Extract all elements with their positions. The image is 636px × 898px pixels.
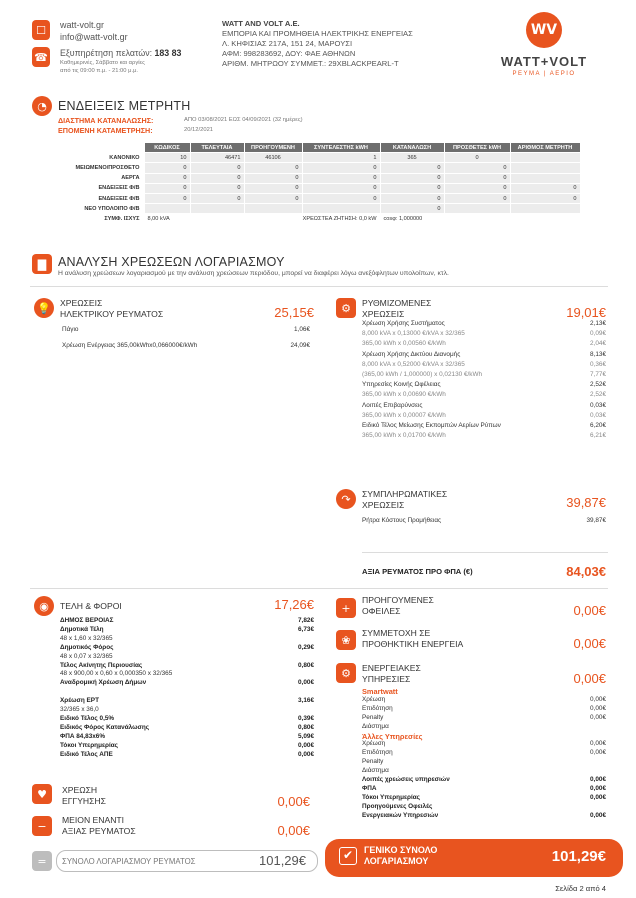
checkmark-icon: ✔	[339, 847, 357, 865]
col-extra: ΠΡΟΣΘΕΤΕΣ kWH	[444, 143, 510, 153]
minus-amount: 0,00€	[277, 823, 310, 838]
list-item: (365,00 kWh / 1,000000) x 0,02130 €/kWh 7,77€	[362, 371, 606, 378]
list-item: Penalty	[362, 758, 384, 766]
grand-total-label: ΓΕΝΙΚΟ ΣΥΝΟΛΟ ΛΟΓΑΡΙΑΣΜΟΥ	[364, 845, 438, 866]
renewable-title: ΣΥΜΜΕΤΟΧΗ ΣΕ ΠΡΟΘΗΚΤΙΚΗ ΕΝΕΡΓΕΙΑ	[362, 628, 464, 649]
col-factor: ΣΥΝΤΕΛΕΣΤΗΣ kWH	[302, 143, 380, 153]
list-item: Υπηρεσίες Κοινής Ωφέλειας 2,52€	[362, 381, 606, 389]
list-item: Τέλος Ακίνητης Περιουσίας 0,80€	[60, 661, 314, 669]
page-number: Σελίδα 2 από 4	[555, 884, 606, 893]
table-row: ΜΕΙΩΜΕΝΟ/ΠΡΟΣΘΕΤΟ 0 0 0 0 0 0	[60, 163, 580, 173]
company-info: WATT AND VOLT A.E. ΕΜΠΟΡΙΑ ΚΑΙ ΠΡΟΜΗΘΕΙΑ ΗΛΕΚΤΡΙΚΗΣ ΕΝΕΡΓΕΙΑΣ Λ. ΚΗΦΙΣΙΑΣ 217Α, 151 24, ΜΑΡΟΥΣΙ ΑΦΜ: 998283692, ΔΟΥ: ΦΑΕ ΑΘΗΝΩΝ ΑΡΙΘΜ. ΜΗΤΡΩΟΥ ΣΥΜΜΕΤ.: 29XBLACKPEARL-T	[222, 19, 413, 68]
meter-table	[60, 142, 581, 225]
energy-services-icon: ⚙	[336, 663, 356, 683]
logo-mark-icon: WV	[526, 12, 562, 48]
list-item: Τόκοι Υπερημερίας 0,00€	[60, 741, 314, 749]
meter-title: ΕΝΔΕΙΞΕΙΣ ΜΕΤΡΗΤΗ	[58, 99, 191, 113]
arrow-icon: ↷	[336, 489, 356, 509]
list-item: Χρέωση Ενέργειας 365,00kWhx0,066000€/kWh 24,09€	[62, 342, 310, 349]
supplementary-title: ΣΥΜΠΛΗΡΩΜΑΤΙΚΕΣ ΧΡΕΩΣΕΙΣ	[362, 489, 448, 510]
regulated-title: ΡΥΘΜΙΖΟΜΕΝΕΣ ΧΡΕΩΣΕΙΣ	[362, 298, 432, 319]
list-item: Πάγιο 1,06€	[62, 326, 310, 333]
gift-icon: ❀	[336, 630, 356, 650]
grand-total-value: 101,29€	[551, 848, 606, 865]
list-item: Άλλες Υπηρεσίες	[362, 731, 423, 741]
period-label: ΔΙΑΣΤΗΜΑ ΚΑΤΑΝΑΛΩΣΗΣ:	[58, 116, 154, 125]
list-item: Χρέωση 0,00€	[362, 740, 606, 748]
list-item: 8,000 kVA x 0,52000 €/kVA x 32/365 0,36€	[362, 360, 606, 368]
hours-line2: από τις 09:00 π.μ. - 21:00 μ.μ.	[60, 68, 139, 74]
list-item: Λοιπές χρεώσεις υπηρεσιών 0,00€	[362, 776, 606, 783]
taxes-amount: 17,26€	[274, 597, 314, 612]
minus-title: ΜΕΙΟΝ ΕΝΑΝΤΙ ΑΞΙΑΣ ΡΕΥΜΑΤΟΣ	[62, 815, 136, 836]
table-row: ΑΕΡΓΑ 0 0 0 0 0 0	[60, 173, 580, 183]
table-row: ΚΑΝΟΝΙΚΟ 10 46471 46106 1 365 0	[60, 153, 580, 163]
list-item: Χρέωση 0,00€	[362, 695, 606, 703]
electric-amount: 25,15€	[274, 305, 314, 320]
list-item: Δημοτικά Τέλη 6,73€	[60, 625, 314, 633]
renewable-amount: 0,00€	[573, 636, 606, 651]
list-item: 48 x 1,60 x 32/365	[60, 634, 113, 642]
list-item: 8,000 kVA x 0,13000 €/kVA x 32/365 0,09€	[362, 330, 606, 338]
list-item: Χρέωση ΕΡΤ 3,16€	[60, 697, 314, 705]
list-item: 365,00 kWh x 0,00007 €/kWh 0,03€	[362, 411, 606, 419]
bar-chart-icon: ▇	[32, 254, 52, 274]
table-row: ΕΝΔΕΙΞΕΙΣ Φ/Β 0 0 0 0 0 0 0	[60, 183, 580, 193]
services-title: ΕΝΕΡΓΕΙΑΚΕΣ ΥΠΗΡΕΣΙΕΣ	[362, 663, 421, 684]
list-item: Ρήτρα Κόστους Προμήθειας 39,87€	[362, 517, 606, 524]
list-item: Λοιπές Επιβαρύνσεις 0,03€	[362, 401, 606, 409]
taxes-title: ΤΕΛΗ & ΦΟΡΟΙ	[60, 601, 122, 611]
gauge-icon: ◔	[32, 96, 52, 116]
email-link[interactable]: info@watt-volt.gr	[60, 32, 128, 42]
gear-icon: ⚙	[336, 298, 356, 318]
company-name: WATT AND VOLT A.E.	[222, 19, 300, 28]
list-item: Smartwatt	[362, 687, 398, 696]
list-item: Τόκοι Υπερημερίας 0,00€	[362, 793, 606, 801]
list-item: Penalty 0,00€	[362, 713, 606, 721]
mouse-icon: ☐	[32, 20, 50, 40]
list-item: 365,00 kWh x 0,00560 €/kWh 2,04€	[362, 340, 606, 348]
list-item: 48 x 0,07 x 32/365	[60, 652, 113, 660]
phone-number[interactable]: 183 83	[154, 48, 182, 58]
list-item: Χρέωση Χρήσης Δικτύου Διανομής 8,13€	[362, 350, 606, 358]
plus-icon: +	[336, 598, 356, 618]
list-item: Ειδικό Τέλος Μείωσης Εκπομπών Αερίων Ρύπων 6,20€	[362, 422, 606, 429]
list-item: Ειδικό Τέλος ΑΠΕ 0,00€	[60, 750, 314, 758]
list-item: Χρέωση Χρήσης Συστήματος 2,13€	[362, 320, 606, 327]
logo-tagline: ΡΕΥΜΑ | ΑΕΡΙΟ	[512, 71, 576, 77]
services-amount: 0,00€	[573, 671, 606, 686]
table-row: ΕΝΔΕΙΞΕΙΣ Φ/Β 0 0 0 0 0 0 0	[60, 193, 580, 203]
next-reading-label: ΕΠΟΜΕΝΗ ΚΑΤΑΜΕΤΡΗΣΗ:	[58, 126, 153, 135]
hours-line1: Καθημερινές, Σάββατο και αργίες	[60, 60, 145, 66]
logo	[478, 12, 610, 92]
deposit-title: ΧΡΕΩΣΗ ΕΓΓΥΗΣΗΣ	[62, 785, 106, 806]
piggy-bank-icon: ♥	[32, 784, 52, 804]
list-item: ΦΠΑ 0,00€	[362, 784, 606, 792]
previous-amount: 0,00€	[573, 603, 606, 618]
logo-name: WATT+VOLT	[500, 54, 588, 69]
regulated-amount: 19,01€	[566, 305, 606, 320]
list-item: ΔΗΜΟΣ ΒΕΡΟΙΑΣ 7,82€	[60, 617, 314, 624]
deposit-amount: 0,00€	[277, 794, 310, 809]
list-item: 365,00 kWh x 0,01700 €/kWh 6,21€	[362, 432, 606, 440]
minus-icon: −	[32, 816, 52, 836]
list-item: Δημοτικός Φόρος 0,29€	[60, 643, 314, 651]
list-item: 48 x 900,00 x 0,60 x 0,000350 x 32/365	[60, 670, 173, 678]
bill-total-label: ΣΥΝΟΛΟ ΛΟΓΑΡΙΑΣΜΟΥ ΡΕΥΜΑΤΟΣ	[62, 857, 196, 866]
previous-title: ΠΡΟΗΓΟΥΜΕΝΕΣ ΟΦΕΙΛΕΣ	[362, 595, 434, 616]
next-reading-value: 20/12/2021	[184, 127, 214, 133]
table-row: ΣΥΜΦ. ΙΣΧΥΣ 8,00 kVA ΧΡΕΩΣΤΕΑ ΖΗΤΗΣΗ: 0,0 kW cosφ: 1,000000	[60, 214, 580, 224]
list-item: Προηγούμενες Οφειλές	[362, 802, 433, 810]
list-item: Αναδρομική Χρέωση Δήμων 0,00€	[60, 679, 314, 687]
electric-title: ΧΡΕΩΣΕΙΣ ΗΛΕΚΤΡΙΚΟΥ ΡΕΥΜΑΤΟΣ	[60, 298, 164, 319]
equals-icon: =	[32, 851, 52, 871]
analysis-subtitle: Η ανάλυση χρεώσεων λογαριασμού με την ανάλυση χρεώσεων περιόδου, μπορεί να διαφέρει λόγω ανεξόφλητων υπολοίπων, κτλ.	[58, 270, 449, 277]
table-row: ΝΕΟ ΥΠΟΛΟΙΠΟ Φ/Β 0	[60, 204, 580, 214]
period-value: ΑΠΟ 03/08/2021 ΕΩΣ 04/09/2021 (32 ημέρες)	[184, 117, 303, 123]
col-meter-no: ΑΡΙΘΜΟΣ ΜΕΤΡΗΤΗ	[510, 143, 580, 153]
analysis-title: ΑΝΑΛΥΣΗ ΧΡΕΩΣΕΩΝ ΛΟΓΑΡΙΑΣΜΟΥ	[58, 255, 285, 269]
lightbulb-icon: 💡	[34, 298, 54, 318]
list-item: Επιδότηση 0,00€	[362, 704, 606, 712]
col-last: ΤΕΛΕΥΤΑΙΑ	[190, 143, 244, 153]
list-item: Διάστημα	[362, 767, 389, 775]
list-item: Επιδότηση 0,00€	[362, 749, 606, 757]
col-consumption: ΚΑΤΑΝΑΛΩΣΗ	[380, 143, 444, 153]
list-item: 365,00 kWh x 0,00690 €/kWh 2,52€	[362, 391, 606, 399]
list-item: Ενεργειακών Υπηρεσιών 0,00€	[362, 811, 606, 819]
supplementary-amount: 39,87€	[566, 495, 606, 510]
location-pin-icon: ◉	[34, 596, 54, 616]
bill-total-value: 101,29€	[259, 853, 306, 868]
customer-service: Εξυπηρέτηση πελατών: 183 83	[60, 48, 182, 58]
website-link[interactable]: watt-volt.gr	[60, 20, 105, 30]
col-code: ΚΩΔΙΚΟΣ	[144, 143, 190, 153]
col-previous: ΠΡΟΗΓΟΥΜΕΝΗ	[244, 143, 302, 153]
phone-icon: ☎	[32, 47, 50, 67]
list-item: 32/365 x 36,0	[60, 706, 99, 713]
list-item: Ειδικός Φόρος Κατανάλωσης 0,80€	[60, 723, 314, 731]
list-item: Διάστημα	[362, 722, 389, 730]
value-before-vat-label: ΑΞΙΑ ΡΕΥΜΑΤΟΣ ΠΡΟ ΦΠΑ (€)	[362, 567, 473, 576]
list-item: ΦΠΑ 84,83x6% 5,09€	[60, 732, 314, 740]
value-before-vat: 84,03€	[566, 564, 606, 579]
list-item: Ειδικό Τέλος 0,5% 0,39€	[60, 714, 314, 722]
